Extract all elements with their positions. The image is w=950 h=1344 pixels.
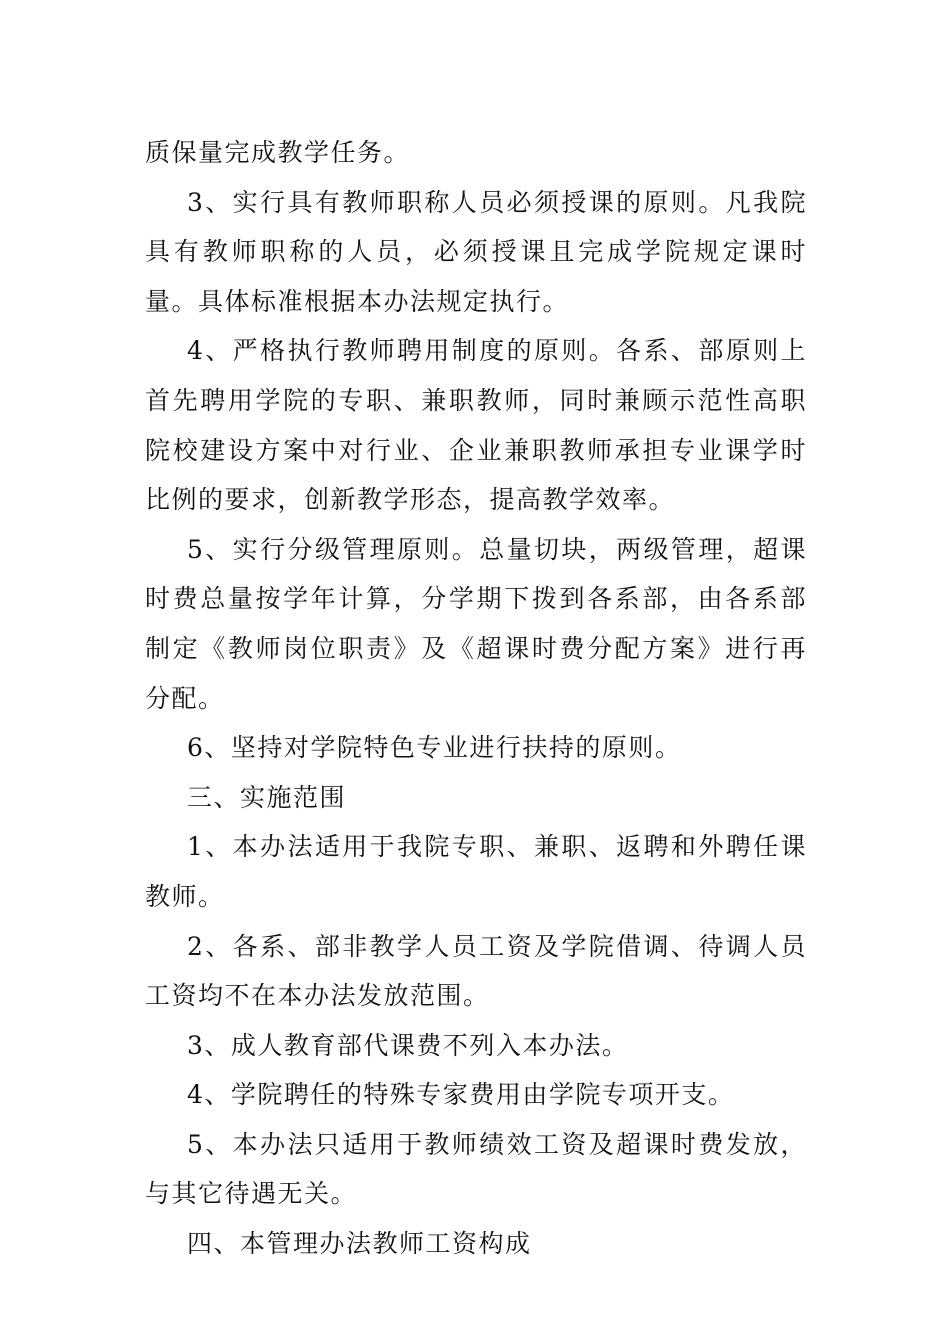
paragraph-scope-2: 2、各系、部非教学人员工资及学院借调、待调人员工资均不在本办法发放范围。 xyxy=(145,931,807,1011)
paragraph-scope-1: 1、本办法适用于我院专职、兼职、返聘和外聘任课教师。 xyxy=(145,832,807,911)
paragraph-principle-3: 3、实行具有教师职称人员必须授课的原则。凡我院具有教师职称的人员，必须授课且完成学院规定课时量。具体标准根据本办法规定执行。 xyxy=(145,187,807,316)
paragraph-scope-5: 5、本办法只适用于教师绩效工资及超课时费发放，与其它待遇无关。 xyxy=(145,1129,807,1209)
paragraph-principle-5: 5、实行分级管理原则。总量切块，两级管理，超课时费总量按学年计算，分学期下拨到各系部，由各系部制定《教师岗位职责》及《超课时费分配方案》进行再分配。 xyxy=(145,534,807,713)
section-heading-scope: 三、实施范围 xyxy=(187,782,347,812)
document-body xyxy=(145,128,807,1269)
paragraph-scope-3: 3、成人教育部代课费不列入本办法。 xyxy=(187,1030,629,1060)
paragraph-principle-4: 4、严格执行教师聘用制度的原则。各系、部原则上首先聘用学院的专职、兼职教师，同时兼顾示范性高职院校建设方案中对行业、企业兼职教师承担专业课学时比例的要求，创新教学形态，提高教学效率。 xyxy=(145,336,807,515)
paragraph-scope-4: 4、学院聘任的特殊专家费用由学院专项开支。 xyxy=(187,1080,735,1110)
paragraph-principle-6: 6、坚持对学院特色专业进行扶持的原则。 xyxy=(187,733,682,763)
section-heading-salary-structure: 四、本管理办法教师工资构成 xyxy=(187,1229,532,1259)
paragraph-continuation: 质保量完成教学任务。 xyxy=(145,138,411,167)
